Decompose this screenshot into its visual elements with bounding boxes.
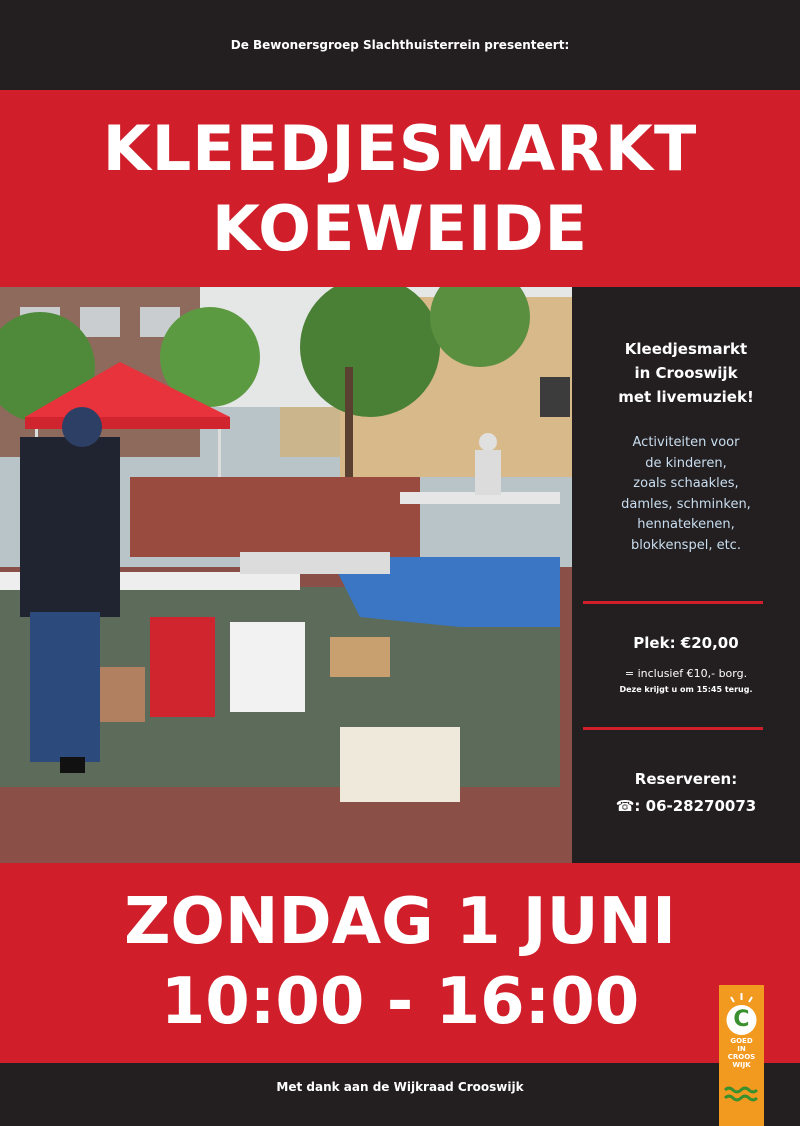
phone-number: ☎: 06-28270073 <box>615 797 757 815</box>
promo-line: met livemuziek! <box>618 388 754 406</box>
bottom-bar <box>0 1063 800 1126</box>
logo-text <box>719 1037 764 1069</box>
activity-line: hennatekenen, <box>637 517 735 532</box>
activity-line: zoals schaakles, <box>633 476 739 491</box>
promo-line: Kleedjesmarkt <box>624 340 748 358</box>
price-text: Plek: €20,00 <box>633 634 739 652</box>
logo-text-line: IN <box>737 1045 746 1053</box>
activity-line: de kinderen, <box>645 455 727 471</box>
goed-in-crooswijk-logo <box>719 985 764 1126</box>
divider <box>583 727 763 730</box>
thanks-line: Met dank aan de Wijkraad Crooswijk <box>276 1080 524 1094</box>
title-line-2: KOEWEIDE <box>212 192 588 265</box>
reserve-label: Reserveren: <box>634 770 738 788</box>
date-band <box>0 863 800 1063</box>
promo-text <box>572 337 800 409</box>
market-photo <box>0 287 572 863</box>
title-band <box>0 90 800 287</box>
info-sidebar <box>572 287 800 863</box>
logo-text-line: CROOS <box>727 1053 756 1061</box>
event-time: 10:00 - 16:00 <box>160 965 640 1039</box>
logo-text-line: WIJK <box>732 1061 751 1069</box>
deposit-text: = inclusief €10,- borg. <box>624 667 748 680</box>
event-date: ZONDAG 1 JUNI <box>124 885 676 959</box>
title-line-1: KLEEDJESMARKT <box>102 112 698 185</box>
deposit-return-text: Deze krijgt u om 15:45 terug. <box>619 685 753 694</box>
market-photo-illustration <box>0 287 572 863</box>
top-bar <box>0 0 800 90</box>
logo-letter: C <box>733 1007 750 1032</box>
promo-line: in Crooswijk <box>634 364 738 382</box>
divider <box>583 601 763 604</box>
activity-line: Activiteiten voor <box>632 435 740 450</box>
presenter-line: De Bewonersgroep Slachthuisterrein presenteert: <box>230 38 570 52</box>
activity-line: blokkenspel, etc. <box>631 537 741 553</box>
logo-text-line: GOED <box>730 1037 753 1045</box>
activities-text <box>572 433 800 556</box>
activity-line: damles, schminken, <box>621 496 751 512</box>
